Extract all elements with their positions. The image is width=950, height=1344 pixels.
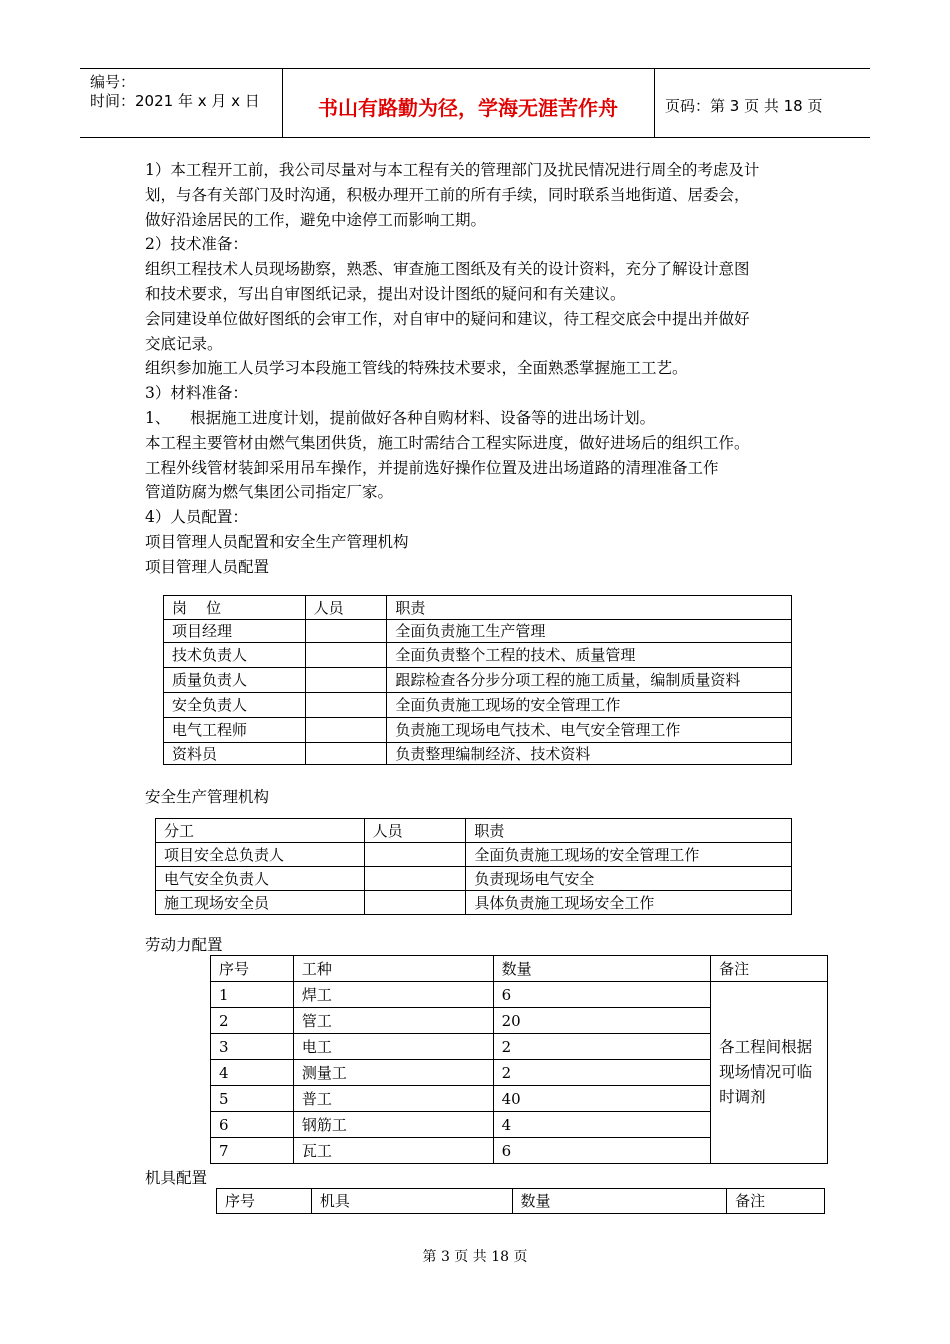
paragraph-line: 组织参加施工人员学习本段施工管线的特殊技术要求，全面熟悉掌握施工工艺。 [145, 359, 688, 378]
table-row [156, 867, 792, 891]
paragraph-line: 组织工程技术人员现场勘察，熟悉、审查施工图纸及有关的设计资料，充分了解设计意图 [145, 260, 750, 279]
table-cell [305, 668, 387, 693]
table-cell: 质量负责人 [164, 668, 306, 693]
table-cell [305, 620, 387, 643]
table-cell: 6 [211, 1112, 294, 1138]
table-header-cell: 序号 [211, 956, 294, 982]
table-header-cell: 数量 [512, 1189, 727, 1214]
doc-number-label: 编号： [90, 73, 136, 91]
table-header-cell: 备注 [711, 956, 828, 982]
paragraph-line: 1）本工程开工前，我公司尽量对与本工程有关的管理部门及扰民情况进行周全的考虑及计 [145, 161, 760, 179]
table-header-cell: 工种 [293, 956, 493, 982]
table-cell: 项目安全总负责人 [156, 843, 365, 867]
table-cell: 焊工 [293, 982, 493, 1008]
table-header-cell: 职责 [466, 819, 792, 843]
paragraph-line: 做好沿途居民的工作，避免中途停工而影响工期。 [145, 210, 487, 229]
table-cell: 1 [211, 982, 294, 1008]
table-header-cell: 备注 [727, 1189, 825, 1214]
table-header-cell: 人员 [305, 596, 387, 620]
paragraph-line: 管道防腐为燃气集团公司指定厂家。 [145, 483, 394, 502]
table-cell: 全面负责施工现场的安全管理工作 [466, 843, 792, 867]
section-heading: 3）材料准备： [145, 384, 248, 403]
paragraph-line: 工程外线管材装卸采用吊车操作，并提前选好操作位置及进出场道路的清理准备工作 [145, 458, 719, 477]
table-cell [305, 693, 387, 718]
page-header [80, 68, 870, 138]
table-cell: 4 [493, 1112, 711, 1138]
table-row [164, 668, 792, 693]
table-cell [364, 843, 466, 867]
table-cell: 5 [211, 1086, 294, 1112]
table-cell: 安全负责人 [164, 693, 306, 718]
body-text [145, 158, 825, 580]
paragraph-line: 交底记录。 [145, 334, 223, 353]
machine-config-label: 机具配置 [145, 1169, 208, 1187]
table-cell: 电工 [293, 1034, 493, 1060]
table-row [156, 843, 792, 867]
section-heading: 2）技术准备： [145, 235, 248, 254]
page-footer: 第 3 页 共 18 页 [422, 1249, 528, 1265]
table-header-row [217, 1189, 825, 1214]
table-cell: 2 [493, 1060, 711, 1086]
table-header-row [211, 956, 828, 982]
table-cell: 普工 [293, 1086, 493, 1112]
table-cell: 全面负责施工现场的安全管理工作 [387, 693, 792, 718]
motto: 书山有路勤为径，学海无涯苦作舟 [318, 96, 618, 120]
table-header-cell: 人员 [364, 819, 466, 843]
table-row [211, 982, 828, 1008]
table-row [156, 891, 792, 915]
paragraph-line: 项目管理人员配置 [145, 557, 270, 576]
table-cell: 技术负责人 [164, 643, 306, 668]
table-cell: 瓦工 [293, 1138, 493, 1164]
table-cell: 负责现场电气安全 [466, 867, 792, 891]
labor-table [210, 955, 828, 1164]
table-cell: 施工现场安全员 [156, 891, 365, 915]
table-cell [305, 743, 387, 765]
table-header-cell: 岗 位 [164, 596, 306, 620]
table-cell: 电气工程师 [164, 718, 306, 743]
table-cell [305, 718, 387, 743]
table-header-cell: 机具 [311, 1189, 512, 1214]
table-row [164, 693, 792, 718]
header-motto-cell [282, 69, 655, 137]
table-row [164, 643, 792, 668]
paragraph-line: 1、 根据施工进度计划，提前做好各种自购材料、设备等的进出场计划。 [145, 408, 656, 427]
table-cell: 钢筋工 [293, 1112, 493, 1138]
section-heading: 4）人员配置： [145, 508, 248, 527]
paragraph-line: 会同建设单位做好图纸的会审工作，对自审中的疑问和建议，待工程交底会中提出并做好 [145, 309, 750, 328]
table-header-row [156, 819, 792, 843]
table-cell: 具体负责施工现场安全工作 [466, 891, 792, 915]
table-cell: 6 [493, 1138, 711, 1164]
labor-note-cell: 各工程间根据现场情况可临时调剂 [711, 982, 828, 1164]
table-cell: 全面负责施工生产管理 [387, 620, 792, 643]
table-cell: 跟踪检查各分步分项工程的施工质量，编制质量资料 [387, 668, 792, 693]
safety-table [155, 818, 792, 915]
table-header-cell: 序号 [217, 1189, 312, 1214]
table-row [164, 620, 792, 643]
table-cell [364, 867, 466, 891]
mgmt-table [163, 595, 792, 765]
paragraph-line: 项目管理人员配置和安全生产管理机构 [145, 532, 409, 551]
table-cell: 资料员 [164, 743, 306, 765]
table-cell: 7 [211, 1138, 294, 1164]
table-header-cell: 分工 [156, 819, 365, 843]
table-cell: 2 [493, 1034, 711, 1060]
table-cell: 管工 [293, 1008, 493, 1034]
labor-config-label: 劳动力配置 [145, 936, 223, 954]
table-row [164, 718, 792, 743]
table-cell: 6 [493, 982, 711, 1008]
paragraph-line: 划，与各有关部门及时沟通，积极办理开工前的所有手续，同时联系当地街道、居委会， [145, 185, 750, 204]
table-cell: 3 [211, 1034, 294, 1060]
header-left-cell [80, 69, 283, 137]
header-right-cell [655, 69, 870, 137]
table-cell: 4 [211, 1060, 294, 1086]
table-cell: 20 [493, 1008, 711, 1034]
page-info: 页码：第 3 页 共 18 页 [665, 97, 823, 115]
table-cell: 项目经理 [164, 620, 306, 643]
table-row [164, 743, 792, 765]
table-header-cell: 职责 [387, 596, 792, 620]
table-cell [364, 891, 466, 915]
table-header-row [164, 596, 792, 620]
table-cell: 负责整理编制经济、技术资料 [387, 743, 792, 765]
doc-date-label: 时间：2021 年 x 月 x 日 [90, 92, 260, 110]
table-header-cell: 数量 [493, 956, 711, 982]
table-cell: 测量工 [293, 1060, 493, 1086]
paragraph-line: 本工程主要管材由燃气集团供货，施工时需结合工程实际进度，做好进场后的组织工作。 [145, 433, 750, 452]
table-cell: 全面负责整个工程的技术、质量管理 [387, 643, 792, 668]
table-cell [305, 643, 387, 668]
table-cell: 40 [493, 1086, 711, 1112]
table-cell: 负责施工现场电气技术、电气安全管理工作 [387, 718, 792, 743]
machine-table [216, 1188, 825, 1214]
table-cell: 电气安全负责人 [156, 867, 365, 891]
paragraph-line: 和技术要求，写出自审图纸记录，提出对设计图纸的疑问和有关建议。 [145, 284, 626, 303]
safety-org-label: 安全生产管理机构 [145, 788, 270, 806]
table-cell: 2 [211, 1008, 294, 1034]
